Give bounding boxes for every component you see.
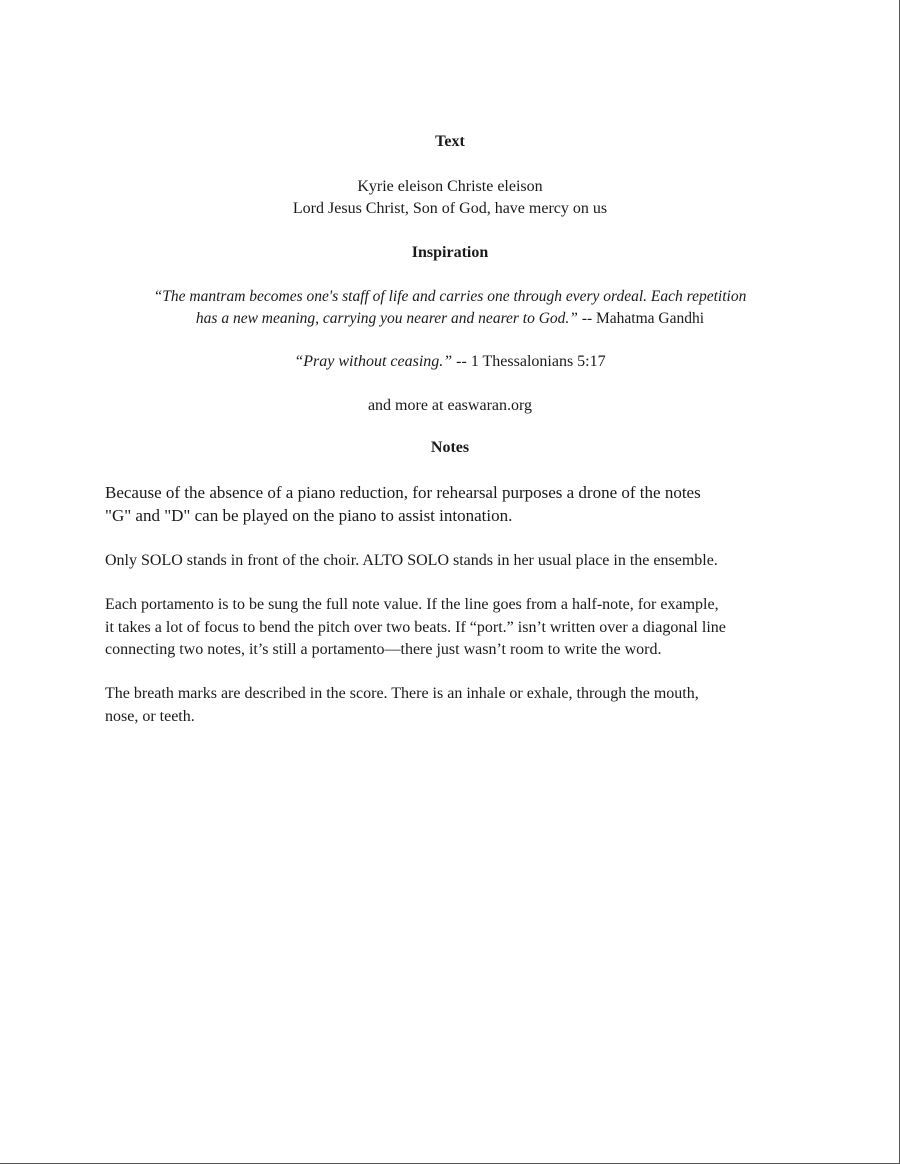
gandhi-quote-line-2 [0,308,900,330]
gandhi-attribution: -- Mahatma Gandhi [577,310,705,327]
notes-paragraph-drone [105,481,805,527]
thessalonians-attribution: -- 1 Thessalonians 5:17 [452,353,606,370]
notes-paragraph-line: The breath marks are described in the score. There is an inhale or exhale, through the mouth, [105,685,699,702]
notes-paragraph-line: Only SOLO stands in front of the choir. ALTO SOLO stands in her usual place in the ensemble. [105,552,718,569]
notes-paragraph-line: Each portamento is to be sung the full note value. If the line goes from a half-note, for example, [105,596,719,613]
notes-paragraph-line: connecting two notes, it’s still a portamento—there just wasn’t room to write the word. [105,641,662,658]
notes-paragraph-line: "G" and "D" can be played on the piano to assist intonation. [105,506,513,525]
thessalonians-quote [0,351,900,373]
notes-paragraph-line: it takes a lot of focus to bend the pitch over two beats. If “port.” isn’t written over a diagonal line [105,618,726,636]
inspiration-heading: Inspiration [411,244,489,261]
notes-paragraph-breath [105,683,805,728]
thessalonians-quote-text: “Pray without ceasing.” [294,353,453,370]
more-at-easwaran: and more at easwaran.org [367,397,533,414]
gandhi-quote-line-1: “The mantram becomes one's staff of life and carries one through every ordeal. Each repetition [153,288,747,305]
notes-paragraph-line: Because of the absence of a piano reduction, for rehearsal purposes a drone of the notes [105,483,701,502]
gandhi-quote-text: has a new meaning, carrying you nearer and nearer to God.” [195,310,578,327]
notes-paragraph-line: nose, or teeth. [105,707,195,725]
notes-paragraph-portamento [105,594,805,662]
text-heading: Text [435,133,465,150]
notes-paragraph-solo [105,550,805,573]
text-line-lord: Lord Jesus Christ, Son of God, have mercy on us [292,200,608,217]
text-line-kyrie: Kyrie eleison Christe eleison [357,178,543,195]
notes-heading: Notes [430,439,470,456]
